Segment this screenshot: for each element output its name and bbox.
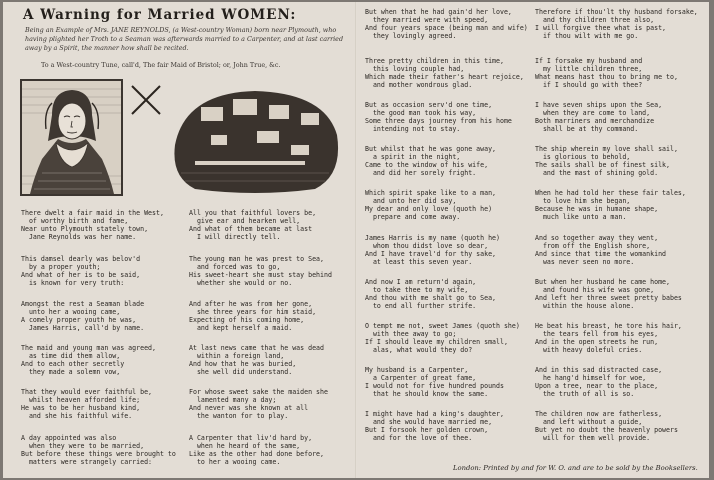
printer-imprint: London: Printed by and for W. O. and are to be sold by the Booksellers. <box>453 464 698 472</box>
stanza: The young man he was prest to Sea, and forced was to go, His sweet-heart she must stay behind whether she would or no. <box>189 255 332 287</box>
stanza: For whose sweet sake the maiden she lamented many a day; And never was she known at all the wanton for to play. <box>189 388 328 420</box>
stanza: And so together away they went, from off the English shore, And since that time the womankind was never seen no more. <box>535 234 667 266</box>
cross-mark-icon <box>129 83 163 117</box>
stanza: If I forsake my husband and my little children three, What means hast thou to bring me to, if I should go with thee? <box>535 57 678 89</box>
stanza: This damsel dearly was belov'd by a proper youth; And what of her is to be said, is known for very truth: <box>21 255 141 287</box>
tune-line: To a West-country Tune, call'd, The fair Maid of Bristol; or, John True, &c. <box>41 61 281 69</box>
page-fold <box>355 2 357 478</box>
stanza: All you that faithful lovers be, give ear and hearken well, And what of them became at last I will directly tell. <box>189 209 317 241</box>
stanza: Amongst the rest a Seaman blade unto her a wooing came, A comely proper youth he was, James Harris, call'd by name. <box>21 300 145 332</box>
stanza: I might have had a king's daughter, and she would have married me, But I forsook her golden crown, and for the love of thee. <box>365 410 504 442</box>
stanza: The ship wherein my love shall sail, is glorious to behold, The sails shall be of finest silk, and the mast of shining gold. <box>535 145 678 177</box>
stanza: Which spirit spake like to a man, and unto her did say, My dear and only love (quoth he) prepare and come away. <box>365 189 497 221</box>
stanza: And now I am return'd again, to take thee to my wife, And thou with me shalt go to Sea, to end all further strife. <box>365 278 497 310</box>
ship-woodcut-illustration <box>165 85 345 198</box>
stanza: Therefore if thou'lt thy husband forsake, and thy children three also, I will forgive thee what is past, if thou wilt with me go. <box>535 8 698 40</box>
stanza: But when that he had gain'd her love, they married were with speed, And four years space (being man and wife) they lovingly agreed. <box>365 8 528 40</box>
stanza: The maid and young man was agreed, as time did them allow, And to each other secretly they made a solemn vow, <box>21 344 156 376</box>
stanza: He beat his breast, he tore his hair, the tears fell from his eyes, And in the open streets he run, with heavy doleful cries. <box>535 322 682 354</box>
ballad-title: A Warning for Married WOMEN: <box>23 7 297 23</box>
stanza: Three pretty children in this time, this loving couple had, Which made their father's heart rejoice, and mother wondrous glad. <box>365 57 524 89</box>
stanza: But whilst that he was gone away, a spirit in the night, Came to the window of his wife, and did her sorely fright. <box>365 145 497 177</box>
stanza: But as occasion serv'd one time, the good man took his way, Some three days journey from his home intending not to stay. <box>365 101 512 133</box>
woman-portrait-illustration <box>22 81 121 194</box>
stanza: That they would ever faithful be, whilst heaven afforded life; He was to be her husband kind, and she his faithful wife. <box>21 388 153 420</box>
stanza: At last news came that he was dead within a foreign land, And how that he was buried, she well did understand. <box>189 344 324 376</box>
stanza: When he had told her these fair tales, to love him she began, Because he was in humane shape, much like unto a man. <box>535 189 686 221</box>
stanza: And after he was from her gone, she three years for him staid, Expecting of his coming home, and kept herself a maid. <box>189 300 317 332</box>
stanza: The children now are fatherless, and left without a guide, But yet no doubt the heavenly powers will for them well provide. <box>535 410 678 442</box>
stanza: I have seven ships upon the Sea, when they are come to land, Both marriners and merchandize shall be at thy command. <box>535 101 663 133</box>
stanza: A Carpenter that liv'd hard by, when he heard of the same, Like as the other had done before, to her a wooing came. <box>189 434 324 466</box>
stanza: There dwelt a fair maid in the West, of worthy birth and fame, Near unto Plymouth stately town, Jane Reynolds was her name. <box>21 209 164 241</box>
ballad-subtitle: Being an Example of Mrs. JANE REYNOLDS, (a West-country Woman) born near Plymouth, who having plighted her Troth to a Seaman was afterwards married to a Carpenter, and at last carried away by a Spirit, the manner how shall be recited. <box>25 26 344 52</box>
woman-portrait-woodcut <box>20 79 123 196</box>
broadside-sheet <box>3 2 709 478</box>
stanza: My husband is a Carpenter, a Carpenter of great fame, I would not for five hundred pounds that he should know the same. <box>365 366 504 398</box>
stanza: And in this sad distracted case, he hang'd himself for woe, Upon a tree, near to the place, the truth of all is so. <box>535 366 663 398</box>
stanza: O tempt me not, sweet James (quoth she) with thee away to go; If I should leave my children small, alas, what would they do? <box>365 322 520 354</box>
stanza: James Harris is my name (quoth he) whom thou didst love so dear, And I have travel'd for thy sake, at least this seven year. <box>365 234 500 266</box>
stanza: A day appointed was also when they were to be married, But before these things were brought to matters were strangely carried: <box>21 434 176 466</box>
stanza: But when her husband he came home, and found his wife was gone, And left her three sweet pretty babes within the house alone. <box>535 278 682 310</box>
